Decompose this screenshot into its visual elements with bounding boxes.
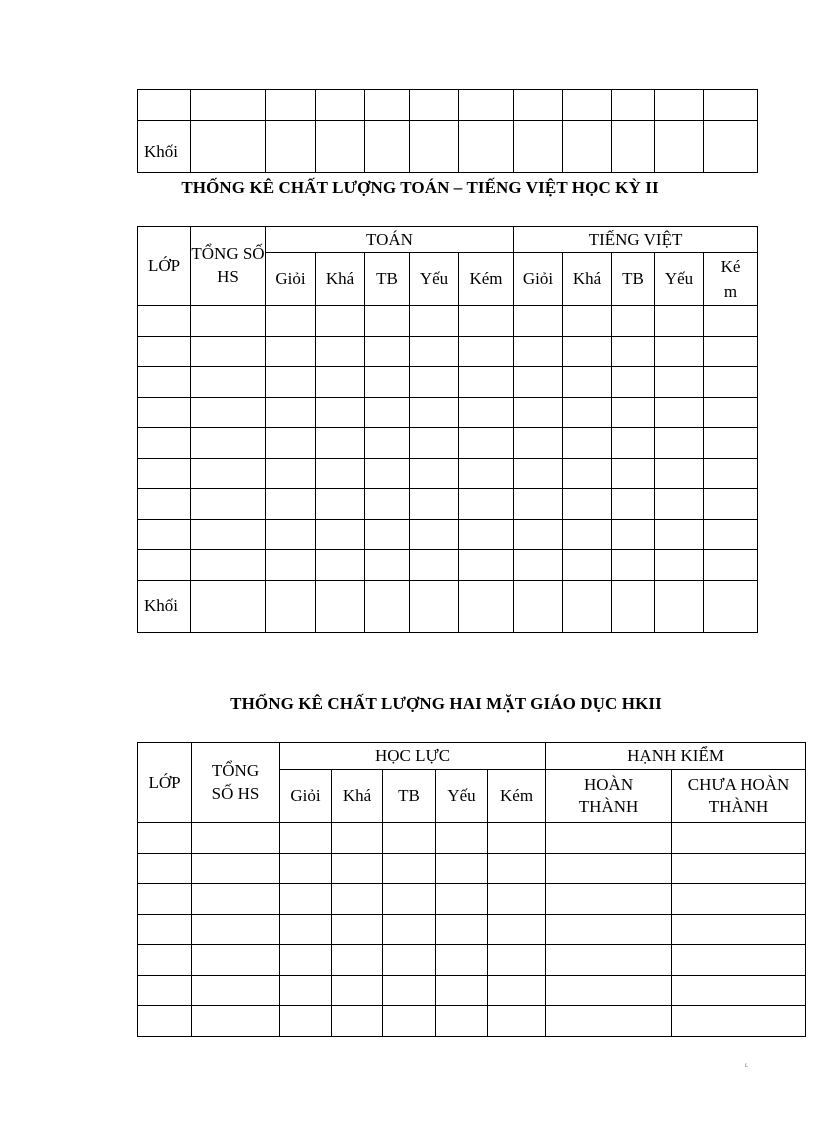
header-row-groups bbox=[138, 227, 758, 253]
two-aspects-stats-table bbox=[137, 742, 806, 1037]
column-header-class: LỚP bbox=[138, 743, 192, 823]
conduct-header-completed: HOÀN THÀNH bbox=[546, 770, 672, 823]
total-row-label: Khối bbox=[138, 121, 191, 173]
math-header-excellent: Giỏi bbox=[266, 253, 316, 306]
academic-header-good: Khá bbox=[332, 770, 383, 823]
group-header-conduct: HẠNH KIỂM bbox=[546, 743, 806, 770]
group-header-vietnamese: TIẾNG VIỆT bbox=[514, 227, 758, 253]
table-row bbox=[138, 550, 758, 581]
math-vietnamese-stats-title: THỐNG KÊ CHẤT LƯỢNG TOÁN – TIẾNG VIỆT HỌC KỲ II bbox=[181, 178, 659, 197]
two-aspects-stats-title: THỐNG KÊ CHẤT LƯỢNG HAI MẶT GIÁO DỤC HKII bbox=[230, 694, 662, 713]
table-row bbox=[138, 853, 806, 884]
vietnamese-header-excellent: Giỏi bbox=[514, 253, 563, 306]
total-row bbox=[138, 580, 758, 632]
table-row bbox=[138, 884, 806, 915]
table-row bbox=[138, 519, 758, 550]
group-header-academic: HỌC LỰC bbox=[280, 743, 546, 770]
table-row bbox=[138, 458, 758, 489]
table-row bbox=[138, 489, 758, 520]
total-row bbox=[138, 121, 758, 173]
table-row bbox=[138, 90, 758, 121]
column-header-total: TỔNG SỐ HS bbox=[192, 743, 280, 823]
academic-header-weak: Yếu bbox=[436, 770, 488, 823]
math-vietnamese-stats-table bbox=[137, 226, 758, 633]
vietnamese-header-good: Khá bbox=[563, 253, 612, 306]
previous-stats-table bbox=[137, 89, 758, 173]
academic-header-average: TB bbox=[383, 770, 436, 823]
table-row bbox=[138, 367, 758, 398]
table-row bbox=[138, 945, 806, 976]
math-header-average: TB bbox=[365, 253, 410, 306]
table-row bbox=[138, 428, 758, 459]
table-row bbox=[138, 336, 758, 367]
column-header-class: LỚP bbox=[138, 227, 191, 306]
table-row bbox=[138, 914, 806, 945]
vietnamese-header-poor: Ké m bbox=[704, 253, 758, 306]
header-row-groups bbox=[138, 743, 806, 770]
vietnamese-header-average: TB bbox=[612, 253, 655, 306]
table-row bbox=[138, 823, 806, 854]
table-row bbox=[138, 975, 806, 1006]
column-header-total: TỔNG SỐ HS bbox=[191, 227, 266, 306]
total-row-label: Khối bbox=[138, 580, 191, 632]
math-header-good: Khá bbox=[316, 253, 365, 306]
conduct-header-not-completed: CHƯA HOÀN THÀNH bbox=[672, 770, 806, 823]
math-header-weak: Yếu bbox=[410, 253, 459, 306]
academic-header-poor: Kém bbox=[488, 770, 546, 823]
page-mark: ᴸ bbox=[745, 1062, 748, 1071]
group-header-math: TOÁN bbox=[266, 227, 514, 253]
vietnamese-header-weak: Yếu bbox=[655, 253, 704, 306]
table-row bbox=[138, 397, 758, 428]
math-header-poor: Kém bbox=[459, 253, 514, 306]
academic-header-excellent: Giỏi bbox=[280, 770, 332, 823]
table-row bbox=[138, 1006, 806, 1037]
table-row bbox=[138, 306, 758, 337]
